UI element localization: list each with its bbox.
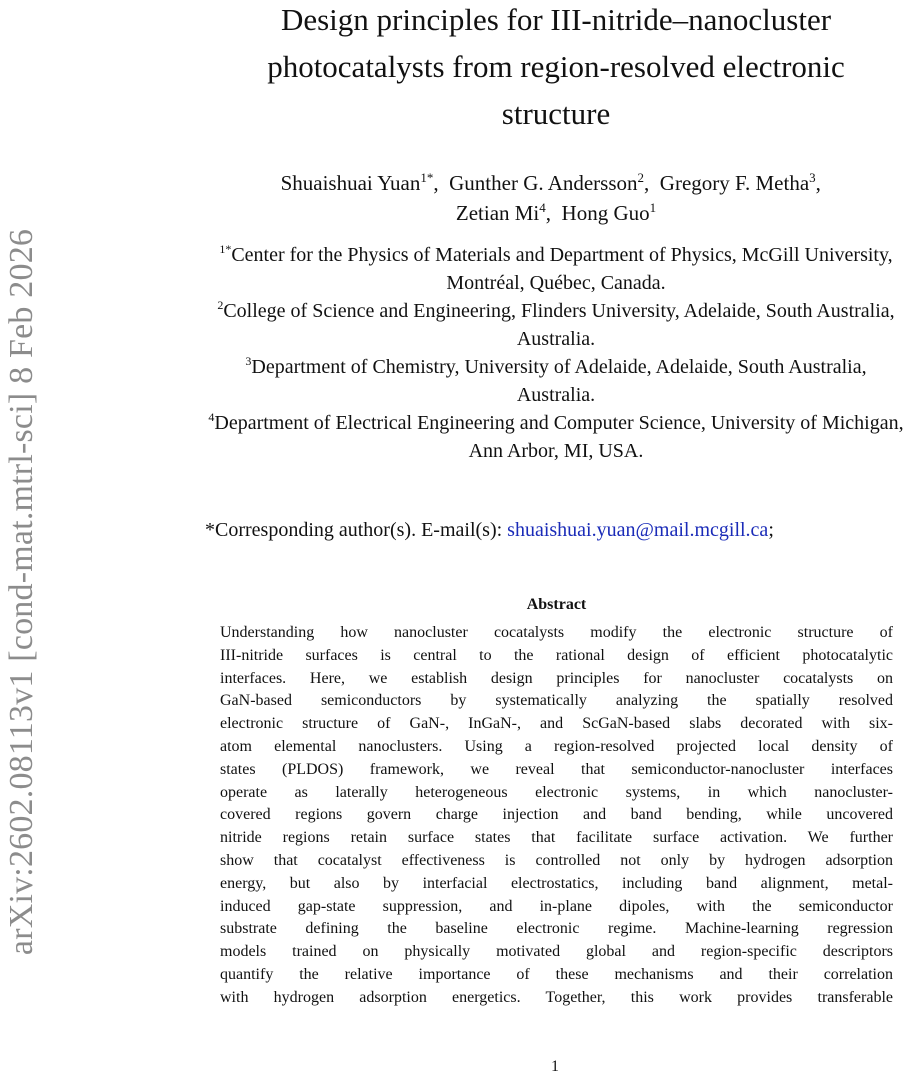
author-separator: , [433,171,450,195]
author: Gunther G. Andersson$^2$ [449,170,645,195]
abstract-line: Understanding how nanocluster cocatalysts modify the electronic structure of [220,624,893,641]
paper-title [190,0,908,137]
abstract-line: interfaces. Here, we establish design principles for nanocluster cocatalysts on [220,669,893,687]
author-line [190,168,908,198]
author: Hong Guo$^1$ [561,200,657,225]
corresponding-suffix: ; [768,519,774,541]
corresponding-label: *Corresponding author(s). E-mail(s): [205,519,508,541]
abstract-line: energy, but also by interfacial electrostatics, including band alignment, metal- [220,874,893,892]
abstract-line: induced gap-state suppression, and in-plane dipoles, with the semiconductor [220,897,893,915]
abstract-line: electronic structure of GaN-, InGaN-, and ScGaN-based slabs decorated with six- [220,715,893,733]
page-number: 1 [551,1058,559,1075]
author: Gregory F. Metha$^3$ [659,170,816,195]
affiliation-list [190,241,908,465]
author: Zetian Mi$^4$ [455,200,546,225]
author-line [190,198,908,228]
abstract-line: quantify the relative importance of these mechanisms and their correlation [220,965,893,983]
abstract-body [220,622,893,1010]
corresponding-author [205,516,774,544]
abstract-line: substrate defining the baseline electronic regime. Machine-learning regression [220,920,893,938]
affiliation: $^3$Department of Chemistry, University of Adelaide, Adelaide, South Australia, Australia. [245,354,867,406]
arxiv-stamp: arXiv:2602.08113v1 [cond-mat.mtrl-sci] 8 Feb 2026 [3,228,40,956]
abstract-line: show that cocatalyst effectiveness is controlled not only by hydrogen adsorption [220,851,893,869]
title-line: Design principles for III-nitride–nanocluster [280,2,832,37]
arxiv-sidebar [0,0,44,1076]
abstract-line: states (PLDOS) framework, we reveal that semiconductor-nanocluster interfaces [220,760,893,778]
abstract-line: nitride regions retain surface states that facilitate surface activation. We further [220,829,893,847]
title-line: photocatalysts from region-resolved electronic [267,49,845,84]
affiliation: $^{1*}$Center for the Physics of Materials and Department of Physics, McGill University, Montréal, Québec, Canada. [219,242,893,294]
email-link[interactable]: shuaishuai.yuan@mail.mcgill.ca [507,519,769,541]
author-separator: , [815,171,832,195]
author-list [190,168,908,228]
abstract-heading: Abstract [526,596,587,613]
abstract-line: operate as laterally heterogeneous electronic systems, in which nanocluster- [220,783,893,801]
abstract-line: GaN-based semiconductors by systematically analyzing the spatially resolved [220,692,893,710]
title-line: structure [501,96,611,131]
author-separator: , [644,171,660,195]
affiliation: $^4$Department of Electrical Engineering and Computer Science, University of Michigan, Ann Arbor, MI, USA. [208,410,904,462]
abstract-line: covered regions govern charge injection and band bending, while uncovered [220,806,893,824]
abstract-line: III-nitride surfaces is central to the rational design of efficient photocatalytic [220,646,893,664]
affiliation: $^2$College of Science and Engineering, Flinders University, Adelaide, South Australia, Australia. [217,298,895,350]
author: Shuaishuai Yuan$^{1*}$ [280,170,434,195]
author-separator: , [545,201,562,225]
abstract-line: atom elemental nanoclusters. Using a region-resolved projected local density of [220,737,893,755]
abstract-line: with hydrogen adsorption energetics. Together, this work provides transferable [220,988,893,1006]
abstract-line: models trained on physically motivated global and region-specific descriptors [220,943,893,961]
